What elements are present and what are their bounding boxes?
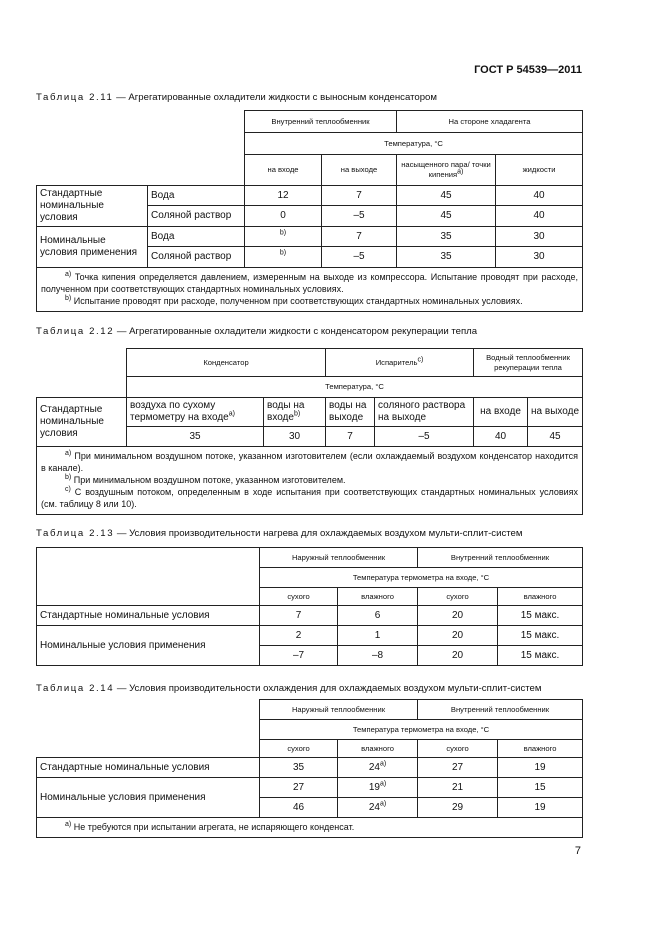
note-mark: c) [65, 486, 71, 493]
footnote-ref: b) [279, 249, 287, 257]
col-wet: влажного [338, 740, 418, 758]
cell-value: 40 [474, 427, 528, 447]
cell-value: 7 [326, 427, 375, 447]
cell-value: 29 [418, 798, 498, 818]
cell-value [338, 758, 418, 778]
col-wet: влажного [498, 588, 583, 606]
cell-value: 35 [260, 758, 338, 778]
cell-value: 6 [338, 606, 418, 626]
note-c [41, 486, 578, 510]
cell-text: 19 [368, 781, 380, 793]
header-outdoor-exchanger: Наружный теплообменник [260, 700, 418, 720]
table-2-13-label: Таблица 2.13 [36, 528, 115, 539]
table-2-12-caption [36, 326, 477, 337]
col-text: воздуха по сухому термометру на входе [130, 400, 229, 423]
table-corner [37, 548, 260, 606]
note-mark: b) [65, 474, 72, 481]
note-mark: a) [65, 271, 72, 278]
table-notes [37, 447, 583, 515]
cell-inlet [245, 227, 322, 247]
col-saturated [397, 155, 496, 186]
cell-value: 20 [418, 626, 498, 646]
note-mark: a) [65, 450, 72, 457]
note-text: Не требуются при испытании агрегата, не испаряющего конденсат. [71, 822, 355, 832]
note-text: Точка кипения определяется давлением, измеренным на выходе из компрессора. Испытание проводят при расходе, полученном при соответствующих стандартных номинальных условиях. [41, 272, 579, 294]
table-2-12-label: Таблица 2.12 [36, 326, 115, 337]
cell-outlet: –5 [322, 206, 397, 227]
col-brine-outlet: соляного раствора на выходе [375, 398, 474, 427]
cell-value: 15 макс. [498, 626, 583, 646]
row-application: Номинальные условия применения [37, 626, 260, 666]
table-corner [37, 111, 245, 186]
cell-value: 35 [127, 427, 264, 447]
table-corner [37, 700, 260, 758]
cell-inlet [245, 206, 322, 227]
cell-liquid: 40 [496, 186, 583, 206]
document-id: ГОСТ Р 54539—2011 [474, 64, 582, 76]
header-outdoor-exchanger: Наружный теплообменник [260, 548, 418, 568]
cell-value: 46 [260, 798, 338, 818]
col-water-inlet [264, 398, 326, 427]
col-wet: влажного [498, 740, 583, 758]
col-dry: сухого [260, 740, 338, 758]
note-mark: а) [65, 821, 72, 828]
table-2-13-caption [36, 528, 522, 539]
note-text: Испытание проводят при расходе, полученном при соответствующих стандартных номинальных условиях. [71, 296, 523, 306]
col-dry: сухого [260, 588, 338, 606]
col-saturated-text: насыщенного пара/ точки кипения [401, 160, 491, 179]
header-water-exchanger: Водный теплообменник рекуперации тепла [474, 349, 583, 377]
footnote-ref: а) [379, 800, 387, 808]
footnote-ref: b) [279, 229, 287, 237]
table-notes [37, 268, 583, 312]
table-2-13-title: — Условия производительности нагрева для охлаждаемых воздухом мульти-сплит-систем [114, 528, 523, 539]
table-2-14-label: Таблица 2.14 [36, 683, 115, 694]
table-notes [37, 818, 583, 838]
row-group-standard: Стандартные номинальные условия [37, 186, 148, 227]
note-a [41, 450, 578, 474]
row-group-application: Номинальные условия применения [37, 227, 148, 268]
cell-saturated: 35 [397, 227, 496, 247]
footnote-ref: c) [417, 355, 424, 363]
cell-liquid: 30 [496, 247, 583, 268]
cell-value: 20 [418, 606, 498, 626]
cell-outlet: –5 [322, 247, 397, 268]
header-indoor-exchanger: Внутренний теплообменник [418, 700, 583, 720]
cell-outlet: 7 [322, 227, 397, 247]
cell-saturated: 35 [397, 247, 496, 268]
note-b [41, 474, 578, 486]
cell-value [338, 798, 418, 818]
table-2-11 [36, 110, 583, 312]
cell-value: 30 [264, 427, 326, 447]
cell-value: 1 [338, 626, 418, 646]
header-temperature: Температура, °С [127, 377, 583, 398]
cell-value: 15 макс. [498, 606, 583, 626]
row-application: Номинальные условия применения [37, 778, 260, 818]
table-2-14-title: — Условия производительности охлаждения для охлаждаемых воздухом мульти-сплит-систем [114, 683, 542, 694]
cell-inlet [245, 186, 322, 206]
page-number: 7 [574, 845, 581, 857]
header-indoor-exchanger: Внутренний теплообменник [245, 111, 397, 133]
col-wet: влажного [338, 588, 418, 606]
footnote-ref: b) [293, 410, 301, 418]
footnote-ref: а) [457, 168, 464, 176]
table-2-11-caption [36, 92, 437, 103]
table-2-13 [36, 547, 583, 666]
note-a [41, 821, 578, 833]
cell-value: 19 [498, 798, 583, 818]
table-2-12-title: — Агрегатированные охладители жидкости с конденсатором рекуперации тепла [114, 326, 478, 337]
cell-medium: Вода [148, 186, 245, 206]
cell-value: 20 [418, 646, 498, 666]
cell-value: 0 [280, 210, 286, 221]
cell-value: –7 [260, 646, 338, 666]
cell-value: 19 [498, 758, 583, 778]
cell-value: 27 [418, 758, 498, 778]
cell-liquid: 30 [496, 227, 583, 247]
table-2-12 [36, 348, 583, 515]
note-text: При минимальном воздушном потоке, указанном изготовителем. [71, 475, 346, 485]
note-text: С воздушным потоком, определенным в ходе испытания при соответствующих стандартных номинальных условиях (см. таблицу 8 или 10). [41, 487, 579, 509]
cell-value: 15 макс. [498, 646, 583, 666]
cell-liquid: 40 [496, 206, 583, 227]
note-b [41, 295, 578, 307]
cell-value: –8 [338, 646, 418, 666]
cell-saturated: 45 [397, 206, 496, 227]
cell-saturated: 45 [397, 186, 496, 206]
note-text: При минимальном воздушном потоке, указанном изготовителем (если охлаждаемый воздухом конденсатор находится в канале). [41, 451, 579, 473]
cell-value: 27 [260, 778, 338, 798]
col-outlet: на выходе [528, 398, 583, 427]
cell-value [338, 778, 418, 798]
cell-outlet: 7 [322, 186, 397, 206]
col-air-dry-bulb [127, 398, 264, 427]
cell-medium: Вода [148, 227, 245, 247]
row-standard: Стандартные номинальные условия [37, 606, 260, 626]
col-inlet: на входе [245, 155, 322, 186]
col-text: воды на входе [267, 400, 305, 423]
footnote-ref: а) [379, 760, 387, 768]
cell-value: 12 [277, 189, 289, 201]
header-temperature: Температура, °С [245, 133, 583, 155]
header-temperature: Температура термометра на входе, °С [260, 568, 583, 588]
cell-value: 2 [260, 626, 338, 646]
col-water-outlet: воды на выходе [326, 398, 375, 427]
header-refrigerant-side: На стороне хладагента [397, 111, 583, 133]
row-standard: Стандартные номинальные условия [37, 758, 260, 778]
col-liquid: жидкости [496, 155, 583, 186]
table-2-11-title: — Агрегатированные охладители жидкости с выносным конденсатором [113, 92, 437, 103]
table-2-11-label: Таблица 2.11 [36, 92, 114, 103]
table-corner [37, 349, 127, 398]
cell-value: 7 [260, 606, 338, 626]
footnote-ref: а) [379, 780, 387, 788]
table-2-14-caption [36, 683, 542, 694]
header-evaporator-text: Испаритель [375, 357, 418, 367]
col-dry: сухого [418, 588, 498, 606]
header-temperature: Температура термометра на входе, °С [260, 720, 583, 740]
col-inlet: на входе [474, 398, 528, 427]
header-evaporator [326, 349, 474, 377]
cell-text: 24 [368, 761, 380, 773]
cell-value: 15 [498, 778, 583, 798]
cell-value: 45 [528, 427, 583, 447]
cell-text: 24 [368, 801, 380, 813]
footnote-ref: a) [228, 410, 235, 418]
header-condenser: Конденсатор [127, 349, 326, 377]
cell-inlet [245, 247, 322, 268]
note-a [41, 271, 578, 295]
header-indoor-exchanger: Внутренний теплообменник [418, 548, 583, 568]
row-label-standard: Стандартные номинальные условия [37, 398, 127, 447]
note-mark: b) [65, 295, 72, 302]
col-dry: сухого [418, 740, 498, 758]
cell-medium: Соляной раствор [148, 206, 245, 227]
table-2-14 [36, 699, 583, 838]
cell-value: –5 [375, 427, 474, 447]
col-outlet: на выходе [322, 155, 397, 186]
cell-medium: Соляной раствор [148, 247, 245, 268]
cell-value: 21 [418, 778, 498, 798]
